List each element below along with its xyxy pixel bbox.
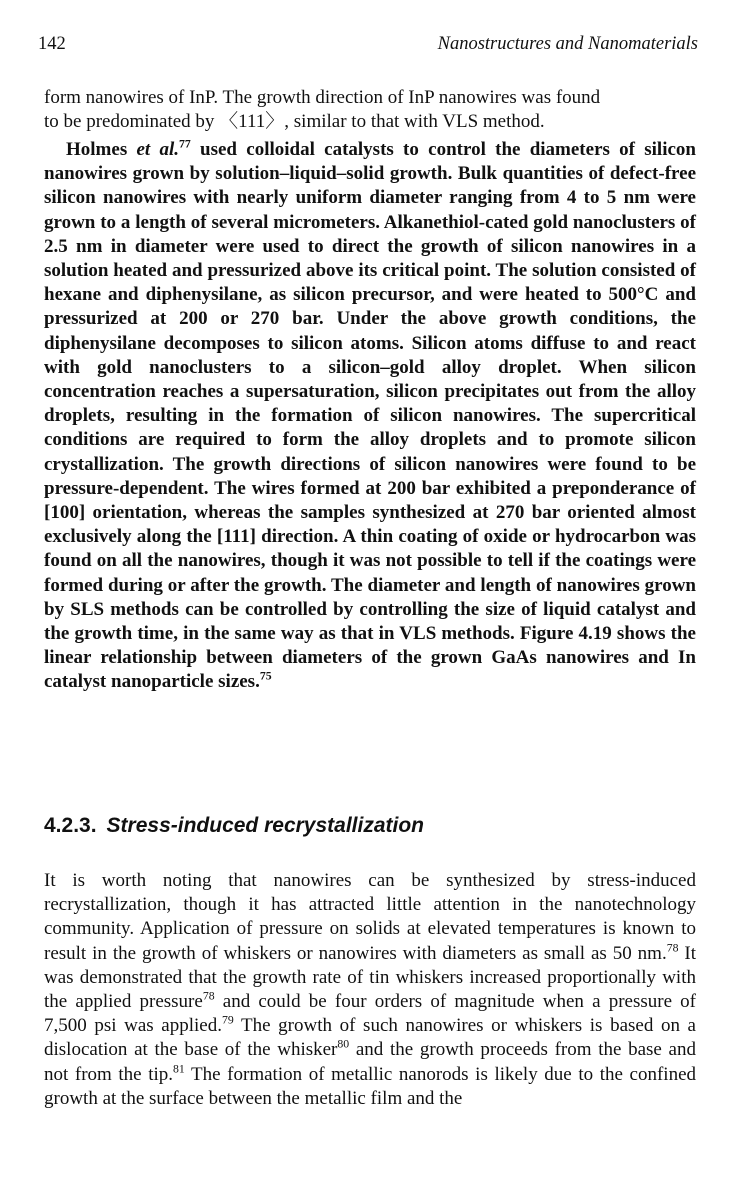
paragraph-2 (44, 138, 696, 695)
paragraph-2-body: used colloidal catalysts to control the diameters of silicon nanowires grown by solution–liquid–solid growth. Bulk quantities of defect-free silicon nanowires with nearly uniform diameter ranging from 4 to 5 nm were grown to a length of several micrometers. Alkanethiol-cated gold nanoclusters of 2.5 nm in diameter were used to direct the growth of silicon nanowires in a solution heated and pressurized above its critical point. The solution consisted of hexane and diphenysilane, as silicon precursor, and were heated to 500°C and pressurized at 200 or 270 bar. Under the above growth conditions, the diphenysilane decomposes to silicon atoms. Silicon atoms diffuse to and react with gold nanoclusters to a silicon–gold alloy droplet. When silicon concentration reaches a supersaturation, silicon precipitates out from the alloy droplets, resulting in the formation of silicon nanowires. The supercritical conditions are required to form the alloy droplets and to promote silicon crystallization. The growth directions of silicon nanowires were found to be pressure-dependent. The wires formed at 200 bar exhibited a preponderance of [100] orientation, whereas the samples synthesized at 270 bar oriented almost exclusively along the [111] direction. A thin coating of oxide or hydrocarbon was found on all the nanowires, though it was not possible to tell if the coatings were formed during or after the growth. The diameter and length of nanowires grown by SLS methods can be controlled by controlling the size of liquid catalyst and the growth time, in the same way as that in VLS methods. Figure 4.19 shows the linear relationship between diameters of the grown GaAs nanowires and In catalyst nanoparticle sizes. (44, 139, 696, 693)
paragraph-3-part-6: The formation of metallic nanorods is likely due to the confined growth at the surface between the metallic film and the (44, 1063, 696, 1109)
author-name: Holmes (66, 139, 137, 160)
reference-77[interactable]: 77 (179, 137, 191, 151)
running-title: Nanostructures and Nanomaterials (437, 34, 698, 54)
paragraph-3-part-3: and could be four orders of magnitude when a pressure of 7,500 psi was applied. (44, 991, 697, 1037)
paragraph-3-part-4: The growth of such nanowires or whiskers is based on a dislocation at the base of the whisker (44, 1015, 696, 1061)
paragraph-2-text (44, 138, 696, 695)
paragraph-1 (44, 86, 696, 134)
section-heading (44, 814, 696, 838)
paragraph-3-text (44, 869, 696, 1111)
paragraph-3-part-5: and the growth proceeds from the base and not from the tip. (44, 1039, 696, 1085)
paragraph-3-part-2: It was demonstrated that the growth rate of tin whiskers increased proportionally with the applied pressure (44, 942, 696, 1013)
page-number: 142 (38, 34, 66, 54)
paragraph-1-line-2: to be predominated by 〈111〉, similar to that with VLS method. (44, 111, 545, 133)
reference-79[interactable]: 79 (221, 1013, 234, 1027)
reference-80[interactable]: 80 (337, 1038, 350, 1052)
paragraph-3-part-1: It is worth noting that nanowires can be synthesized by stress-induced recrystallization, though it has attracted little attention in the nanotechnology community. Application of pressure on solids at elevated temperatures is known to result in the growth of whiskers or nanowires with diameters as small as 50 nm. (44, 870, 696, 964)
section-number: 4.2.3. (44, 814, 97, 837)
et-al: et al. (136, 139, 179, 160)
reference-75[interactable]: 75 (259, 670, 272, 684)
reference-78-repeat[interactable]: 78 (202, 989, 215, 1003)
section-title: Stress-induced recrystallization (106, 814, 424, 837)
reference-81[interactable]: 81 (173, 1062, 185, 1076)
reference-78[interactable]: 78 (666, 941, 679, 955)
paragraph-3 (44, 869, 696, 1111)
running-head (38, 34, 698, 56)
paragraph-1-line-1: form nanowires of InP. The growth direction of InP nanowires was found (44, 87, 601, 108)
